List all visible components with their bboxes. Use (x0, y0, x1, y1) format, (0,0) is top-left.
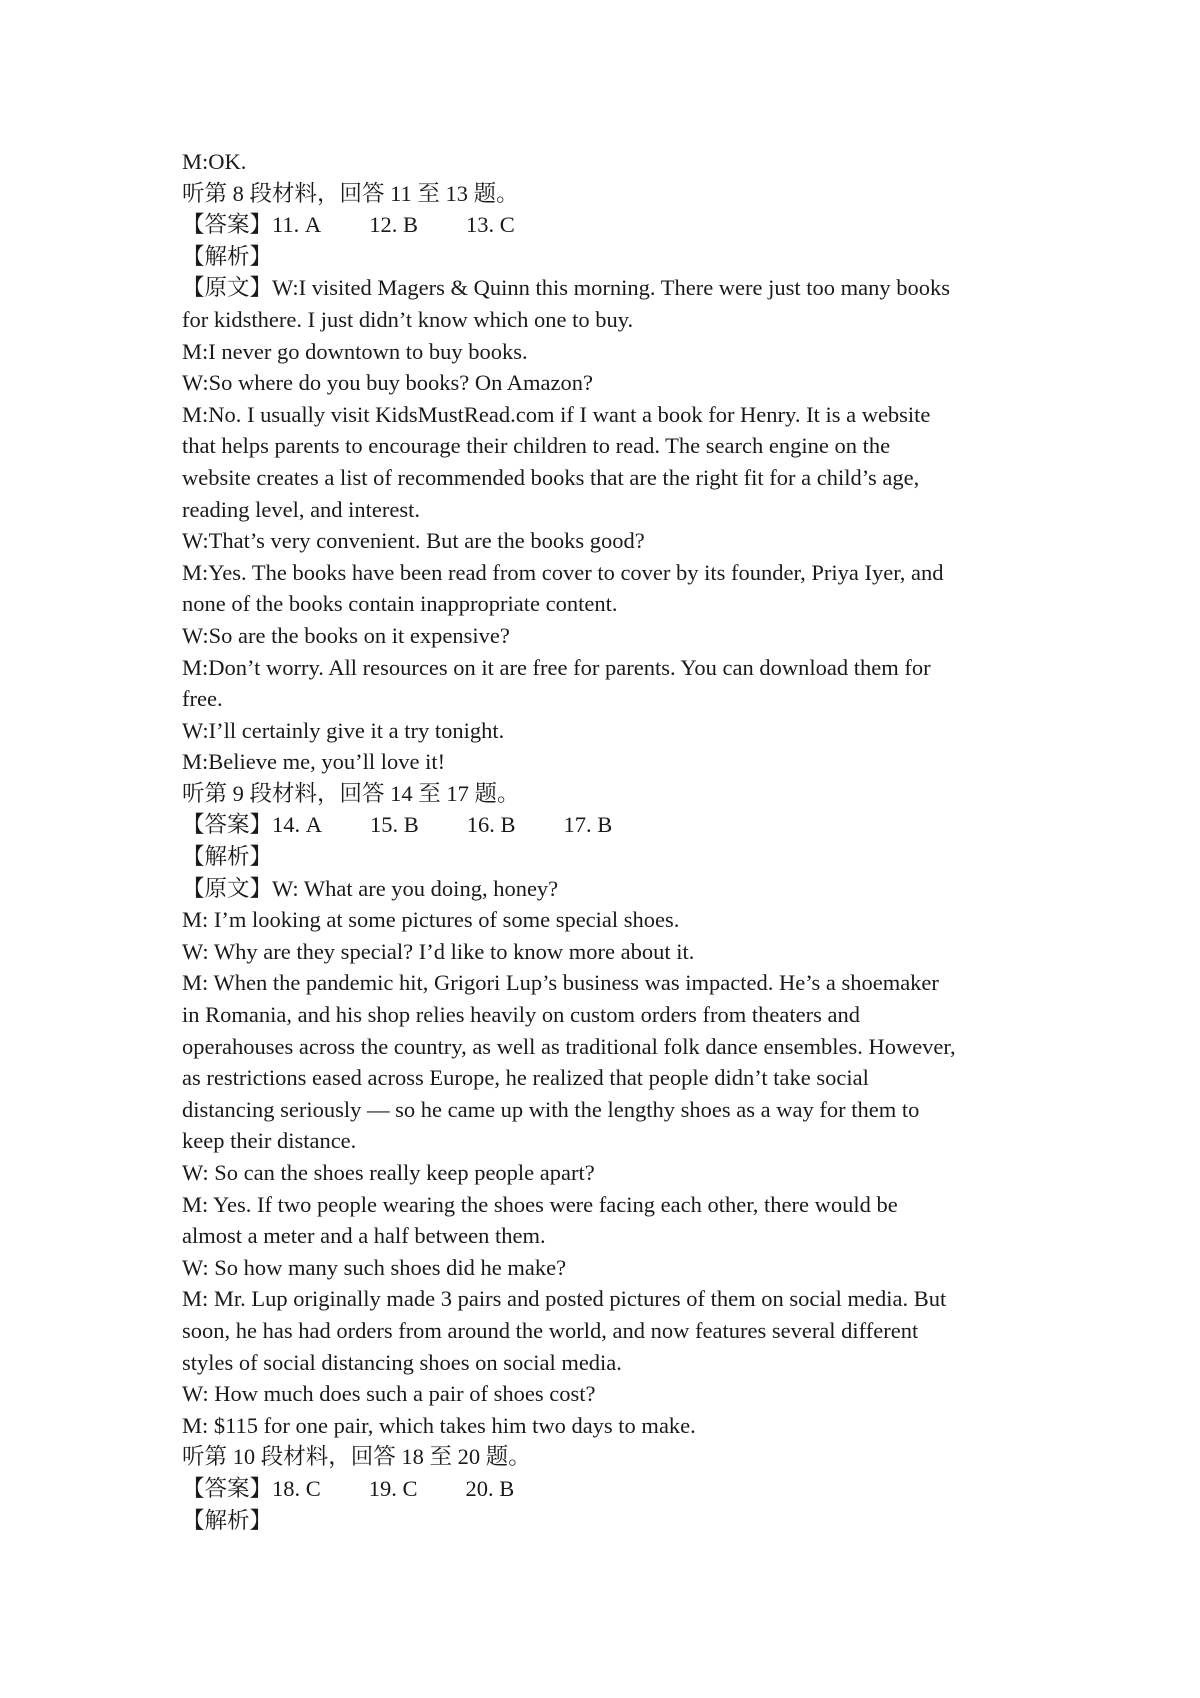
text-line: reading level, and interest. (182, 496, 421, 522)
text-line: W: How much does such a pair of shoes cost? (182, 1381, 596, 1407)
text-line: W:That’s very convenient. But are the books good? (182, 528, 645, 554)
text-line: 听第 9 段材料，回答 14 至 17 题。 (182, 780, 520, 806)
text-line: 【解析】 (182, 844, 273, 870)
answer-item: 17. B (563, 812, 613, 838)
answer-line (182, 1473, 1042, 1505)
text-line: M: Mr. Lup originally made 3 pairs and posted pictures of them on social media. But (182, 1286, 947, 1312)
answer-prefix: 【答案】 (182, 812, 273, 838)
text-line: M: I’m looking at some pictures of some special shoes. (182, 907, 680, 933)
text-line: W:I’ll certainly give it a try tonight. (182, 717, 505, 743)
text-line: 【解析】 (182, 1507, 273, 1533)
answer-prefix: 【答案】 (182, 212, 273, 238)
text-line: M:Don’t worry. All resources on it are free for parents. You can download them for (182, 654, 931, 680)
text-line: W:So where do you buy books? On Amazon? (182, 370, 593, 396)
text-line: 【原文】W: What are you doing, honey? (182, 875, 559, 901)
text-line: M: Yes. If two people wearing the shoes were facing each other, there would be (182, 1191, 898, 1217)
text-line: in Romania, and his shop relies heavily on custom orders from theaters and (182, 1002, 860, 1028)
text-line: W: Why are they special? I’d like to know more about it. (182, 938, 695, 964)
answer-item: 20. B (465, 1475, 515, 1501)
text-line: W: So how many such shoes did he make? (182, 1254, 567, 1280)
text-line: none of the books contain inappropriate content. (182, 591, 618, 617)
text-line: website creates a list of recommended books that are the right fit for a child’s age, (182, 464, 920, 490)
text-line: for kidsthere. I just didn’t know which one to buy. (182, 306, 634, 332)
text-line: styles of social distancing shoes on social media. (182, 1349, 622, 1375)
text-line: M:Believe me, you’ll love it! (182, 749, 446, 775)
answer-line (182, 809, 1042, 841)
text-line: 【解析】 (182, 243, 273, 269)
document-page (182, 146, 1042, 1536)
text-line: 听第 10 段材料，回答 18 至 20 题。 (182, 1444, 531, 1470)
text-line: free. (182, 686, 223, 712)
text-line: 听第 8 段材料，回答 11 至 13 题。 (182, 180, 519, 206)
answer-item: 18. C (272, 1475, 321, 1501)
text-line: W: So can the shoes really keep people apart? (182, 1160, 595, 1185)
text-line: operahouses across the country, as well as traditional folk dance ensembles. However, (182, 1033, 956, 1059)
text-line: as restrictions eased across Europe, he realized that people didn’t take social (182, 1065, 869, 1091)
answer-item: 16. B (466, 812, 516, 838)
answer-item: 12. B (369, 212, 418, 238)
text-line: 【原文】W:I visited Magers & Quinn this morning. There were just too many books (182, 275, 951, 301)
text-line: M: $115 for one pair, which takes him two days to make. (182, 1412, 696, 1438)
text-line: M: When the pandemic hit, Grigori Lup’s business was impacted. He’s a shoemaker (182, 970, 939, 996)
answer-item: 14. A (272, 812, 323, 838)
answer-item: 19. C (368, 1475, 418, 1501)
text-line: M:OK. (182, 149, 247, 174)
text-line: distancing seriously — so he came up with the lengthy shoes as a way for them to (182, 1096, 920, 1122)
answer-item: 13. C (465, 212, 515, 238)
text-line: M:Yes. The books have been read from cover to cover by its founder, Priya Iyer, and (182, 559, 944, 585)
text-line: M:I never go downtown to buy books. (182, 338, 528, 364)
text-line: keep their distance. (182, 1128, 357, 1154)
text-line: soon, he has had orders from around the world, and now features several different (182, 1317, 919, 1343)
text-line: almost a meter and a half between them. (182, 1223, 546, 1249)
text-line: M:No. I usually visit KidsMustRead.com if I want a book for Henry. It is a website (182, 401, 931, 427)
answer-prefix: 【答案】 (182, 1475, 273, 1501)
answer-item: 11. A (272, 212, 322, 238)
answer-line (182, 209, 1042, 241)
text-line: that helps parents to encourage their children to read. The search engine on the (182, 433, 891, 459)
answer-item: 15. B (370, 812, 419, 838)
text-line: W:So are the books on it expensive? (182, 622, 510, 648)
